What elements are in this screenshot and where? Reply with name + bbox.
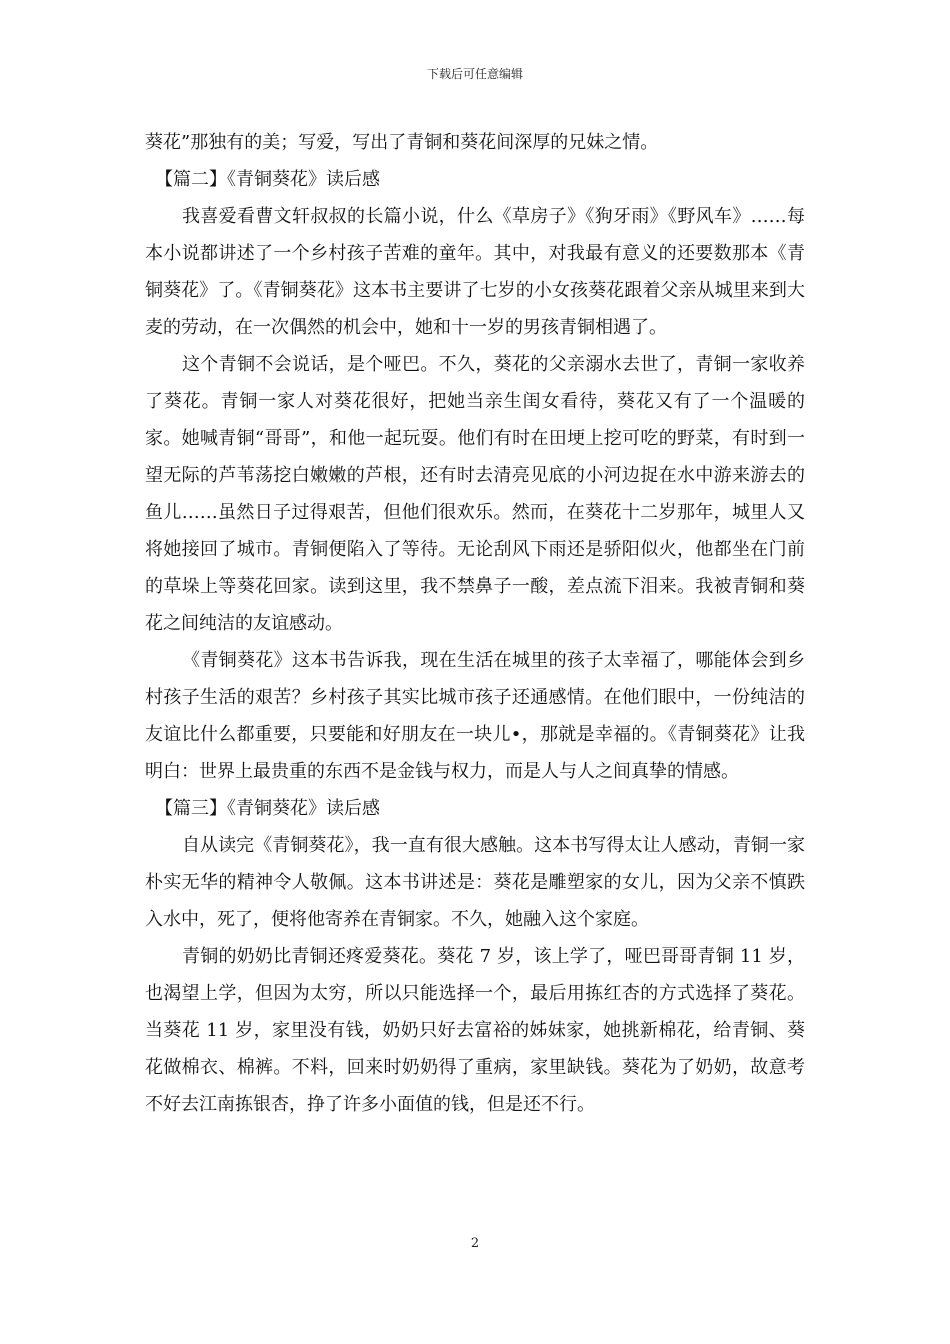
document-body	[145, 124, 805, 1123]
paragraph: 《青铜葵花》这本书告诉我，现在生活在城里的孩子太幸福了，哪能体会到乡村孩子生活的艰苦？乡村孩子其实比城市孩子还通感情。在他们眼中，一份纯洁的友谊比什么都重要，只要能和好朋友在一块儿•，那就是幸福的。《青铜葵花》让我明白：世界上最贵重的东西不是金钱与权力，而是人与人之间真挚的情感。	[145, 650, 805, 782]
paragraph: 青铜的奶奶比青铜还疼爱葵花。葵花 7 岁，该上学了，哑巴哥哥青铜 11 岁，也渴望上学，但因为太穷，所以只能选择一个，最后用拣红杏的方式选择了葵花。当葵花 11 岁，家里没有钱，奶奶只好去富裕的姊妹家，她挑新棉花，给青铜、葵花做棉衣、棉裤。不料，回来时奶奶得了重病，家里缺钱。葵花为了奶奶，故意考不好去江南拣银杏，挣了许多小面值的钱，但是还不行。	[145, 946, 805, 1115]
page-header: 下载后可任意编辑	[426, 67, 523, 81]
section-heading-3: 【篇三】《青铜葵花》读后感	[155, 798, 380, 819]
paragraph: 我喜爱看曹文轩叔叔的长篇小说，什么《草房子》《狗牙雨》《野风车》……每本小说都讲述了一个乡村孩子苦难的童年。其中，对我最有意义的还要数那本《青铜葵花》了。《青铜葵花》这本书主要讲了七岁的小女孩葵花跟着父亲从城里来到大麦的劳动，在一次偶然的机会中，她和十一岁的男孩青铜相遇了。	[145, 206, 805, 338]
page-number: 2	[470, 1236, 480, 1251]
paragraph: 这个青铜不会说话，是个哑巴。不久，葵花的父亲溺水去世了，青铜一家收养了葵花。青铜一家人对葵花很好，把她当亲生闺女看待，葵花又有了一个温暖的家。她喊青铜“哥哥”，和他一起玩耍。他们有时在田埂上挖可吃的野菜，有时到一望无际的芦苇荡挖白嫩嫩的芦根，还有时去清亮见底的小河边捉在水中游来游去的鱼儿……虽然日子过得艰苦，但他们很欢乐。然而，在葵花十二岁那年，城里人又将她接回了城市。青铜便陷入了等待。无论刮风下雨还是骄阳似火，他都坐在门前的草垛上等葵花回家。读到这里，我不禁鼻子一酸，差点流下泪来。我被青铜和葵花之间纯洁的友谊感动。	[145, 354, 805, 634]
paragraph: 自从读完《青铜葵花》，我一直有很大感触。这本书写得太让人感动，青铜一家朴实无华的精神令人敬佩。这本书讲述是：葵花是雕塑家的女儿，因为父亲不慎跌入水中，死了，便将他寄养在青铜家。不久，她融入这个家庭。	[145, 835, 805, 930]
paragraph-continued: 葵花”那独有的美；写爱，写出了青铜和葵花间深厚的兄妹之情。	[145, 132, 659, 153]
section-heading-2: 【篇二】《青铜葵花》读后感	[155, 169, 380, 190]
